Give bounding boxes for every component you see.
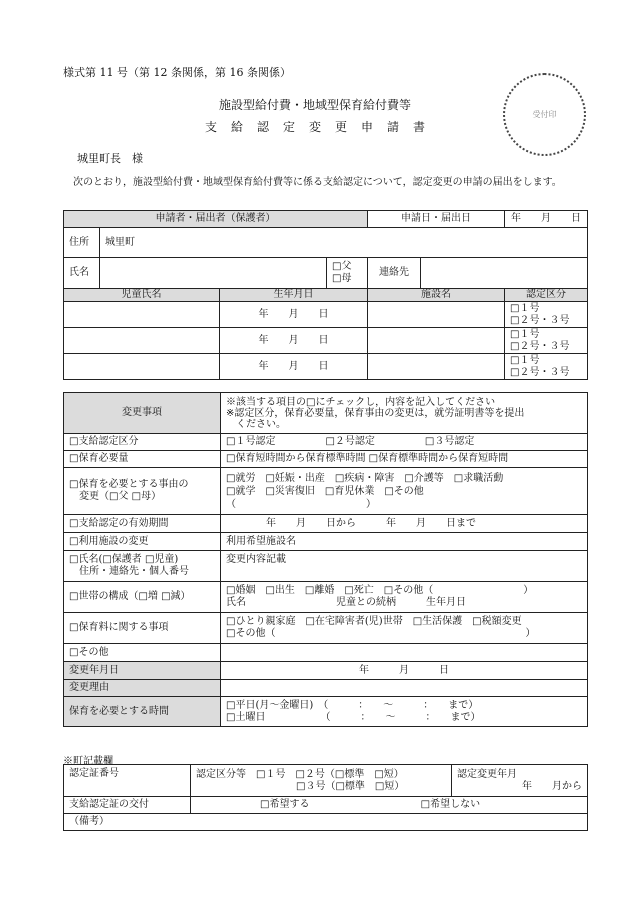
reception-stamp-area <box>503 73 586 156</box>
name-label: 氏名 <box>64 258 100 289</box>
application-date-field[interactable]: 年 月 日 <box>505 211 588 228</box>
change-item-category-options[interactable]: □１号認定 □２号認定 □３号認定 <box>221 434 588 451</box>
address-label: 住所 <box>64 228 100 258</box>
change-item-care-reason-checkbox[interactable]: □保育を必要とする事由の 変更（□父 □母） <box>64 468 221 515</box>
facility-header: 施設名 <box>368 289 505 302</box>
category-2-3-checkbox[interactable]: □２号・３号 <box>510 314 570 326</box>
remarks-label: （備考） <box>69 816 109 827</box>
weekday-time-field[interactable]: □平日(月～金曜日) （ ： ～ ： まで） <box>226 699 479 711</box>
cert-category-options[interactable] <box>191 765 452 797</box>
change-item-category-checkbox[interactable]: □支給認定区分 <box>64 434 221 451</box>
change-reason-field[interactable] <box>221 680 588 697</box>
cert-issue-label: 支給認定証の交付 <box>64 797 191 814</box>
office-use-label: ※町記載欄 <box>63 756 113 767</box>
change-item-care-reason-options[interactable]: □就労 □妊娠・出産 □疾病・障害 □介護等 □求職活動 □就学 □災害復旧 □育児休業 □その他 （ ） <box>221 468 588 515</box>
change-item-care-amount-options[interactable]: □保育短時間から保育標準時間 □保育標準時間から保育短時間 <box>221 451 588 468</box>
relation-checkboxes[interactable] <box>327 258 368 289</box>
contact-label: 連絡先 <box>368 258 421 289</box>
child-name-field[interactable] <box>64 302 220 328</box>
address-field[interactable]: 城里町 <box>100 228 588 258</box>
form-number: 様式第 11 号（第 12 条関係，第 16 条関係） <box>63 66 291 79</box>
saturday-time-field[interactable]: □土曜日 （ ： ～ ： まで） <box>226 711 481 723</box>
child-name-field[interactable] <box>64 328 220 354</box>
cert-category-line1[interactable]: 認定区分等 □１号 □２号（□標準 □短） <box>196 768 404 780</box>
applicant-table <box>63 210 588 380</box>
child-category-checkboxes[interactable] <box>505 302 588 328</box>
cert-number-label: 認定証番号 <box>64 765 191 797</box>
cert-category-line2[interactable]: □３号（□標準 □短） <box>196 780 405 792</box>
birthdate-header: 生年月日 <box>220 289 368 302</box>
change-date-field[interactable]: 年 月 日 <box>221 662 588 680</box>
category-2-3-checkbox[interactable]: □２号・３号 <box>510 366 570 378</box>
contact-field[interactable] <box>421 258 588 289</box>
care-time-fields[interactable] <box>221 697 588 727</box>
change-month-label: 認定変更年月 <box>457 768 517 780</box>
child-birthdate-field[interactable]: 年 月 日 <box>220 302 368 328</box>
child-category-checkboxes[interactable] <box>505 354 588 380</box>
change-item-validity-period[interactable]: 年 月 日から 年 月 日まで <box>221 515 588 533</box>
applicant-header: 申請者・届出者（保護者） <box>64 211 368 228</box>
change-date-label: 変更年月日 <box>64 662 221 680</box>
child-row <box>64 354 588 380</box>
change-month-cell[interactable] <box>452 765 588 797</box>
change-item-personal-info-field[interactable]: 変更内容記載 <box>221 551 588 582</box>
category-1-checkbox[interactable]: □１号 <box>510 354 540 366</box>
change-item-other-field[interactable] <box>221 644 588 662</box>
child-category-checkboxes[interactable] <box>505 328 588 354</box>
changes-header: 変更事項 <box>64 393 221 434</box>
intro-text: 次のとおり，施設型給付費・地域型保育給付費等に係る支給認定について，認定変更の申請の届出をします。 <box>73 177 562 188</box>
change-month-field[interactable]: 年 月から <box>522 780 582 792</box>
office-use-table <box>63 764 588 831</box>
changes-table <box>63 392 588 727</box>
issue-no-checkbox[interactable]: □希望しない <box>420 799 481 810</box>
change-reason-label: 変更理由 <box>64 680 221 697</box>
child-facility-field[interactable] <box>368 302 505 328</box>
change-item-facility-checkbox[interactable]: □利用施設の変更 <box>64 533 221 551</box>
change-item-validity-checkbox[interactable]: □支給認定の有効期間 <box>64 515 221 533</box>
child-facility-field[interactable] <box>368 328 505 354</box>
changes-instructions: ※該当する項目の□にチェックし，内容を記入してください ※認定区分，保育必要量，保育事由の変更は，就労証明書等を提出 ください。 <box>221 393 588 434</box>
change-item-household-checkbox[interactable]: □世帯の構成（□増 □減） <box>64 582 221 613</box>
child-birthdate-field[interactable]: 年 月 日 <box>220 354 368 380</box>
child-name-header: 児童氏名 <box>64 289 220 302</box>
relation-mother-checkbox[interactable]: □母 <box>332 273 352 284</box>
change-item-household-options[interactable]: □婚姻 □出生 □離婚 □死亡 □その他（ ） 氏名 児童との続柄 生年月日 <box>221 582 588 613</box>
form-title-line1: 施設型給付費・地域型保育給付費等 <box>218 98 411 112</box>
change-item-fee-options[interactable]: □ひとり親家庭 □在宅障害者(児)世帯 □生活保護 □税額変更 □その他（ ） <box>221 613 588 644</box>
relation-father-checkbox[interactable]: □父 <box>332 261 352 272</box>
category-2-3-checkbox[interactable]: □２号・３号 <box>510 340 570 352</box>
child-birthdate-field[interactable]: 年 月 日 <box>220 328 368 354</box>
category-1-checkbox[interactable]: □１号 <box>510 328 540 340</box>
care-time-label: 保育を必要とする時間 <box>64 697 221 727</box>
change-item-care-amount-checkbox[interactable]: □保育必要量 <box>64 451 221 468</box>
addressee: 城里町長 様 <box>77 152 143 165</box>
category-1-checkbox[interactable]: □１号 <box>510 302 540 314</box>
change-item-other-checkbox[interactable]: □その他 <box>64 644 221 662</box>
child-row <box>64 328 588 354</box>
child-row <box>64 302 588 328</box>
issue-yes-checkbox[interactable]: □希望する <box>260 799 310 810</box>
change-item-personal-info-checkbox[interactable]: □氏名(□保護者 □児童) 住所・連絡先・個人番号 <box>64 551 221 582</box>
form-title-line2: 支給認定変更申請書 <box>204 120 439 134</box>
remarks-field[interactable] <box>64 814 588 831</box>
name-field[interactable] <box>100 258 327 289</box>
child-facility-field[interactable] <box>368 354 505 380</box>
application-date-label: 申請日・届出日 <box>368 211 505 228</box>
child-name-field[interactable] <box>64 354 220 380</box>
change-item-fee-checkbox[interactable]: □保育料に関する事項 <box>64 613 221 644</box>
change-item-facility-field[interactable]: 利用希望施設名 <box>221 533 588 551</box>
category-header: 認定区分 <box>505 289 588 302</box>
reception-stamp-label: 受付印 <box>532 110 557 119</box>
